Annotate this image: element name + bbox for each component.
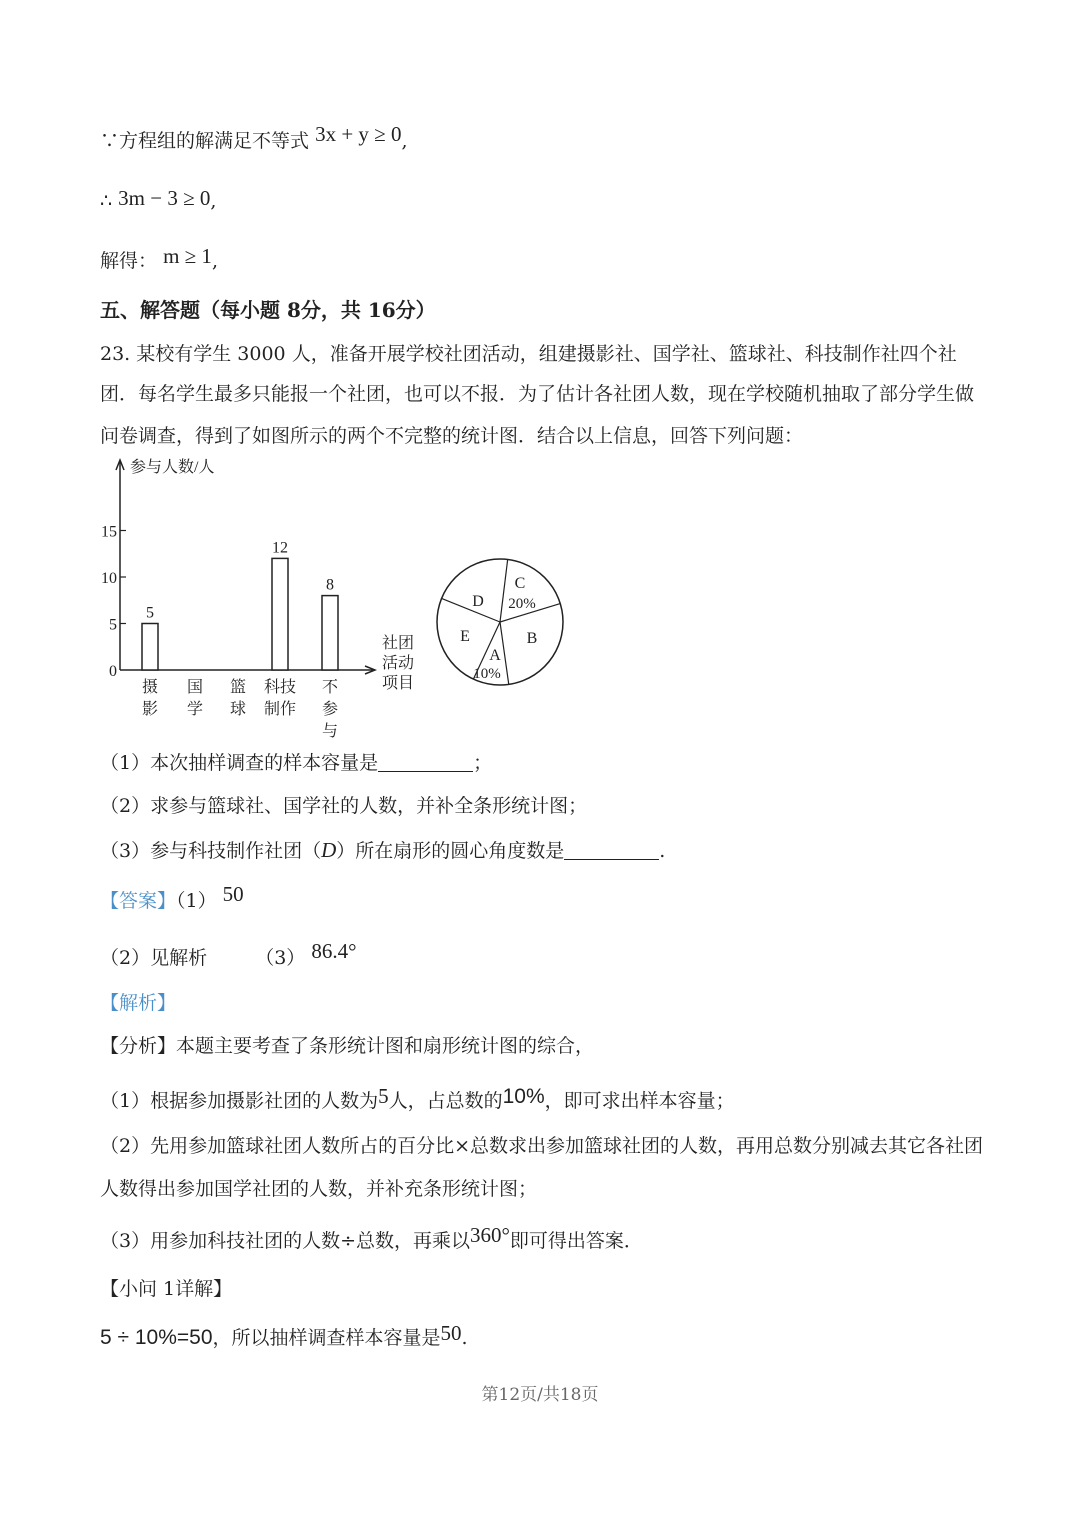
analysis-point-3 [100,1223,643,1253]
analysis-1-pct: 10% [502,1085,545,1108]
answer-blank-1[interactable] [378,753,473,772]
x-category-label: 制作 [263,701,297,718]
answer-line-1 [100,882,244,913]
inequality-3x-y: 3x + y ≥ 0 [315,122,402,146]
analysis-point-1 [100,1084,735,1113]
pie-slice-label: C [514,575,526,592]
question-line-3: 问卷调查，得到了如图所示的两个不完整的统计图．结合以上信息，回答下列问题： [100,425,804,447]
analysis-1-b: 人，占总数的 [388,1090,503,1112]
y-tick-label: 10 [101,570,117,587]
bar-value-label: 12 [272,539,288,557]
y-tick-label: 15 [101,523,117,541]
analysis-3-deg: 360° [470,1223,510,1247]
detail-calc [100,1321,468,1350]
prev-line-3-end: , [211,250,218,272]
question-line-1: 23. 某校有学生 3000 人，准备开展学校社团活动，组建摄影社、国学社、篮球社、科技制作社四个社 [100,343,957,365]
x-category-label: 不 [321,679,339,696]
analysis-point-2-line-2: 人数得出参加国学社团的人数，并补充条形统计图； [100,1178,538,1200]
x-axis-label: 项目 [382,675,415,692]
detail-tag: 【小问 1详解】 [100,1278,233,1300]
bar [322,596,338,670]
prev-line-1-text: 方程组的解满足不等式 [119,130,310,152]
prev-line-1 [100,122,408,153]
answer-2-label: （2）见解析 [100,947,208,969]
inequality-3m: 3m − 3 ≥ 0 [118,186,211,210]
answer-1-label: （1） [176,890,217,912]
answer-tag: 【答案】 [100,890,177,912]
x-category-label: 篮 [229,679,247,696]
subquestion-3-pre: （3）参与科技制作社团（ [100,840,322,862]
analysis-1-a: （1）根据参加摄影社团的人数为 [100,1090,379,1112]
subquestion-3-end: . [659,840,666,862]
answer-3-label: （3） [255,947,306,969]
pie-chart [437,559,563,685]
variable-d: D [321,838,337,862]
subquestion-1 [100,752,492,775]
calc-answer: 50 [440,1321,462,1345]
charts-figure [90,450,590,750]
subquestion-3-post: ）所在扇形的圆心角度数是 [336,840,565,862]
prev-line-2-end: , [210,190,217,212]
calc-expression: 5 ÷ 10%=50 [100,1326,213,1349]
x-axis-label: 社团 [382,635,415,652]
x-category-label: 科技 [263,679,297,696]
therefore-symbol: ∴ [100,190,113,212]
analysis-point-2-line-1: （2）先用参加篮球社团人数所占的百分比×总数求出参加篮球社团的人数，再用总数分别减去其它各社团 [100,1135,984,1157]
analysis-1-c: ，即可求出样本容量； [544,1090,735,1112]
pie-slice-percent: 20% [508,596,536,612]
x-category-label: 与 [321,723,339,740]
solution-m: m ≥ 1 [163,244,212,268]
x-category-label: 学 [186,701,204,718]
answer-blank-3[interactable] [564,841,659,860]
answer-line-2 [100,939,357,970]
x-category-label: 影 [141,701,159,718]
calc-text: ，所以抽样调查样本容量是 [212,1327,441,1349]
analysis-summary: 【分析】本题主要考查了条形统计图和扇形统计图的综合， [100,1035,595,1057]
prev-line-2 [100,188,216,213]
subquestion-1-end: ； [473,752,493,774]
answer-1-value: 50 [222,882,244,906]
bar [142,624,158,671]
pie-slice-label: E [460,628,470,645]
x-category-label: 球 [229,701,247,718]
y-tick-label: 0 [109,663,117,680]
subquestion-2: （2）求参与篮球社、国学社的人数，并补全条形统计图； [100,795,588,817]
pie-slice-percent: 10% [473,666,501,682]
pie-slice-label: D [472,593,484,610]
x-category-label: 参 [321,701,339,718]
prev-line-3 [100,244,218,273]
because-symbol: ∵ [100,130,120,152]
analysis-tag: 【解析】 [100,992,177,1014]
subquestion-3 [100,838,665,863]
section-title: 五、解答题（每小题 8分，共 16分） [100,298,436,322]
calc-end: . [461,1327,468,1349]
analysis-3-b: 即可得出答案． [509,1230,643,1252]
bar-value-label: 5 [146,604,154,622]
analysis-1-num: 5 [378,1084,389,1108]
x-category-label: 国 [186,679,204,696]
answer-3-value: 86.4° [311,939,357,963]
y-axis-label: 参与人数/人 [130,459,215,476]
analysis-3-a: （3）用参加科技社团的人数÷总数，再乘以 [100,1230,471,1252]
pie-slice-label: B [526,630,538,647]
subquestion-1-text: （1）本次抽样调查的样本容量是 [100,752,379,774]
x-category-label: 摄 [141,679,159,696]
pie-slice-label: A [489,647,501,664]
y-tick-label: 5 [109,616,117,634]
bar-chart [101,458,414,740]
x-axis-label: 活动 [382,655,415,672]
question-line-2: 团．每名学生最多只能报一个社团，也可以不报．为了估计各社团人数，现在学校随机抽取了部分学生做 [100,383,975,405]
solve-label: 解得： [100,250,158,272]
page-footer: 第12页/共18页 [481,1385,599,1405]
prev-line-1-end: , [401,130,408,152]
bar-value-label: 8 [326,576,334,594]
bar [272,558,288,670]
